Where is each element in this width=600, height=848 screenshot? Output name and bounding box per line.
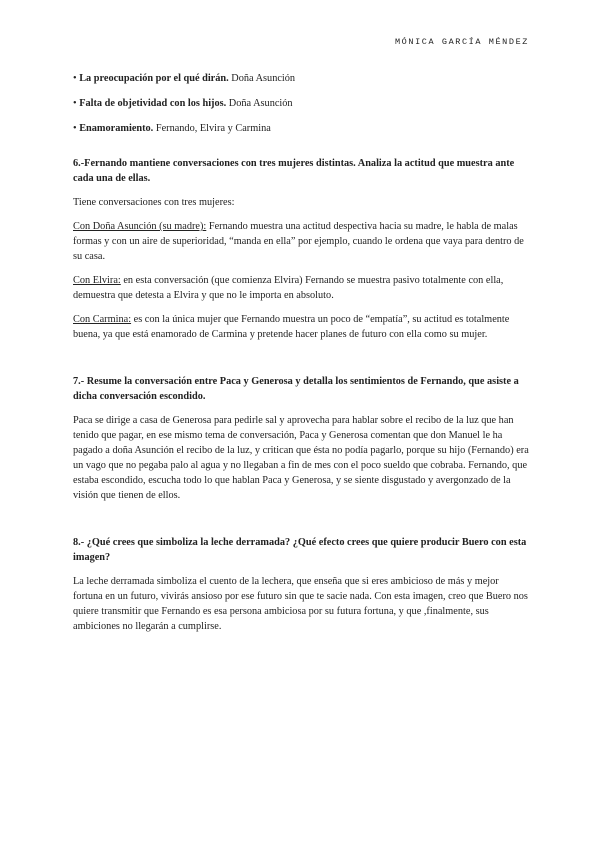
bullet-term: La preocupación por el qué dirán. [79, 73, 229, 84]
question-7-heading: 7.- Resume la conversación entre Paca y Generosa y detalla los sentimientos de Fernando, que asiste a dicha conversación escondido. [73, 376, 519, 402]
bullet-detail: Fernando, Elvira y Carmina [153, 123, 271, 134]
bullet-term: Enamoramiento. [79, 123, 154, 134]
document-body [73, 71, 529, 634]
page-header-author: MÓNICA GARCÍA MÉNDEZ [394, 37, 529, 47]
question-8-heading: 8.- ¿Qué crees que simboliza la leche derramada? ¿Qué efecto crees que quiere producir Buero con esta imagen? [73, 537, 527, 563]
bullet-detail: Doña Asunción [228, 73, 296, 84]
bullet-marker: • [73, 73, 77, 84]
bullet-item [73, 96, 529, 111]
question-6-intro: Tiene conversaciones con tres mujeres: [73, 197, 235, 208]
bullet-detail: Doña Asunción [226, 98, 293, 109]
question-6-item-elvira [73, 273, 529, 303]
question-6-heading: 6.-Fernando mantiene conversaciones con tres mujeres distintas. Analiza la actitud que muestra ante cada una de ellas. [73, 158, 515, 184]
bullet-marker: • [73, 98, 77, 109]
item-text: Fernando muestra una actitud despectiva hacia su madre, le habla de malas formas y con un aire de superioridad, “manda en ella” por ejemplo, cuando le ordena que vaya para dentro de su casa. [73, 221, 524, 262]
bullet-item [73, 71, 529, 86]
item-text: en esta conversación (que comienza Elvira) Fernando se muestra pasivo totalmente con ella, demuestra que detesta a Elvira y que no le importa en absoluto. [73, 275, 504, 301]
item-label: Con Elvira: [73, 275, 121, 286]
bullet-item [73, 121, 529, 136]
item-text: es con la única mujer que Fernando muestra un poco de “empatía”, su actitud es totalmente buena, ya que está enamorado de Carmina y pretende hacer planes de futuro con ella como su mujer. [73, 314, 510, 340]
bullet-term: Falta de objetividad con los hijos. [79, 98, 227, 109]
bullet-marker: • [73, 123, 77, 134]
item-label: Con Doña Asunción (su madre): [73, 221, 207, 232]
item-label: Con Carmina: [73, 314, 132, 325]
question-6-item-asuncion [73, 219, 529, 264]
question-6-item-carmina [73, 312, 529, 342]
question-8-answer: La leche derramada simboliza el cuento de la lechera, que enseña que si eres ambicioso de más y mejor fortuna en un futuro, vivirás ansioso por ese futuro sin que te sacie nada. Con esta imagen, creo que Buero nos quiere transmitir que Fernando es esa persona ambiciosa por su futura fortuna, y que ,finalmente, sus ambiciones no llegarán a cumplirse. [73, 576, 528, 632]
question-7-answer: Paca se dirige a casa de Generosa para pedirle sal y aprovecha para hablar sobre el recibo de la luz que han tenido que pagar, en ese mismo tema de conversación, Paca y Generosa comentan que don Manuel le ha pagado a doña Asunción el recibo de la luz, y critican que ésta no podía pagarlo, porque su hijo (Fernando) era un vago que no pegaba palo al agua y no llegaban a fin de mes con el poco sueldo que cobraba. Fernando, que estaba escondido, escucha todo lo que hablan Paca y Generosa, y se siente disgustado y avergonzado de la visión que tienen de ellos. [73, 415, 529, 501]
